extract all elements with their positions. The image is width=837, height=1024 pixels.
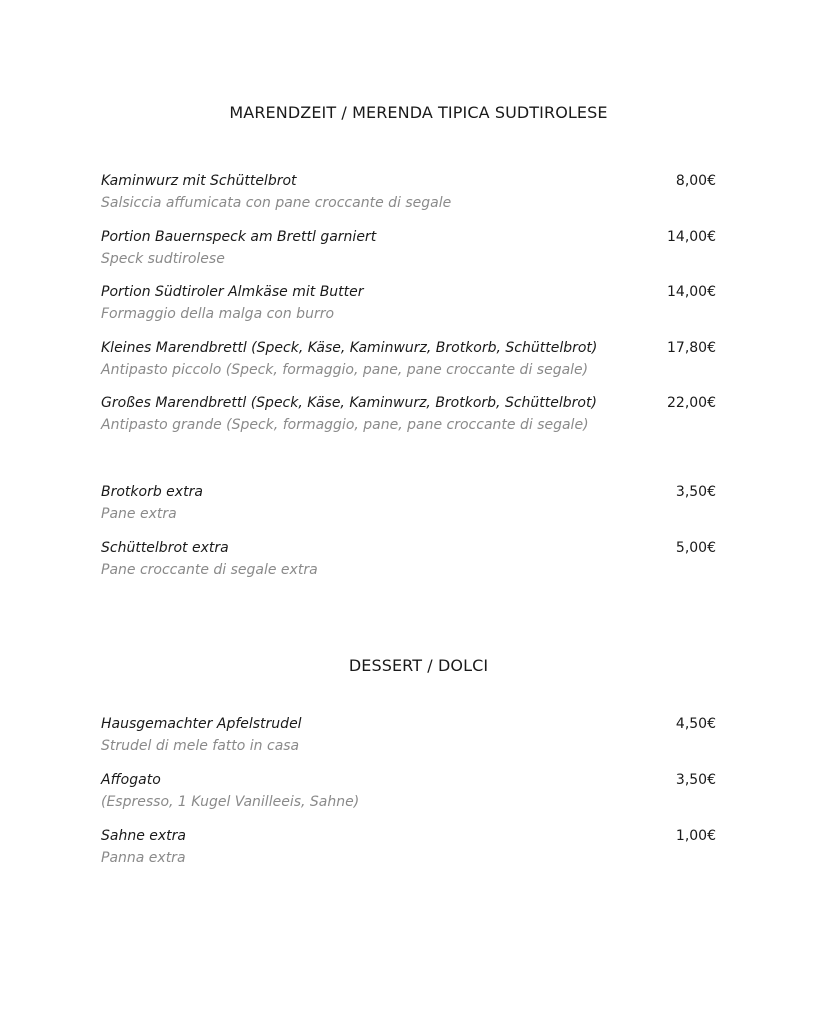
section-title-marendzeit: MARENDZEIT / MERENDA TIPICA SUDTIROLESE	[229, 103, 608, 122]
item-name: Portion Südtiroler Almkäse mit Butter	[101, 284, 364, 300]
menu-item	[101, 281, 716, 325]
item-price: 5,00€	[675, 540, 716, 556]
item-name: Kleines Marendbrettl (Speck, Käse, Kaminwurz, Brotkorb, Schüttelbrot)	[101, 340, 598, 356]
item-price: 8,00€	[675, 173, 716, 189]
item-name: Affogato	[101, 772, 161, 788]
menu-item	[101, 392, 716, 436]
item-price: 14,00€	[667, 229, 716, 245]
item-name: Portion Bauernspeck am Brettl garniert	[101, 229, 377, 245]
menu-item	[101, 226, 716, 270]
item-price: 4,50€	[675, 716, 716, 732]
menu-item	[101, 713, 716, 757]
item-name: Schüttelbrot extra	[101, 540, 229, 556]
item-price: 1,00€	[675, 828, 716, 844]
item-name: Sahne extra	[101, 828, 186, 844]
menu-item	[101, 537, 716, 581]
menu-item	[101, 769, 716, 813]
item-name: Hausgemachter Apfelstrudel	[101, 716, 302, 732]
item-price: 3,50€	[675, 772, 716, 788]
item-price: 14,00€	[667, 284, 716, 300]
menu-item	[101, 481, 716, 525]
item-description: Speck sudtirolese	[101, 251, 225, 267]
item-name: Brotkorb extra	[101, 484, 203, 500]
item-price: 17,80€	[667, 340, 716, 356]
menu-item	[101, 337, 716, 381]
item-price: 3,50€	[675, 484, 716, 500]
item-description: Antipasto piccolo (Speck, formaggio, pane, pane croccante di segale)	[101, 362, 589, 378]
item-description: Pane extra	[101, 506, 177, 522]
item-description: Salsiccia affumicata con pane croccante di segale	[101, 195, 452, 211]
item-description: Panna extra	[101, 850, 186, 866]
item-description: Pane croccante di segale extra	[101, 562, 318, 578]
item-description: Antipasto grande (Speck, formaggio, pane, pane croccante di segale)	[101, 417, 589, 433]
item-name: Großes Marendbrettl (Speck, Käse, Kaminwurz, Brotkorb, Schüttelbrot)	[101, 395, 597, 411]
item-description: (Espresso, 1 Kugel Vanilleeis, Sahne)	[101, 794, 360, 810]
item-name: Kaminwurz mit Schüttelbrot	[101, 173, 297, 189]
menu-item	[101, 825, 716, 869]
item-price: 22,00€	[667, 395, 716, 411]
item-description: Strudel di mele fatto in casa	[101, 738, 300, 754]
item-description: Formaggio della malga con burro	[101, 306, 335, 322]
section-title-dessert: DESSERT / DOLCI	[348, 656, 489, 675]
menu-item	[101, 170, 716, 214]
